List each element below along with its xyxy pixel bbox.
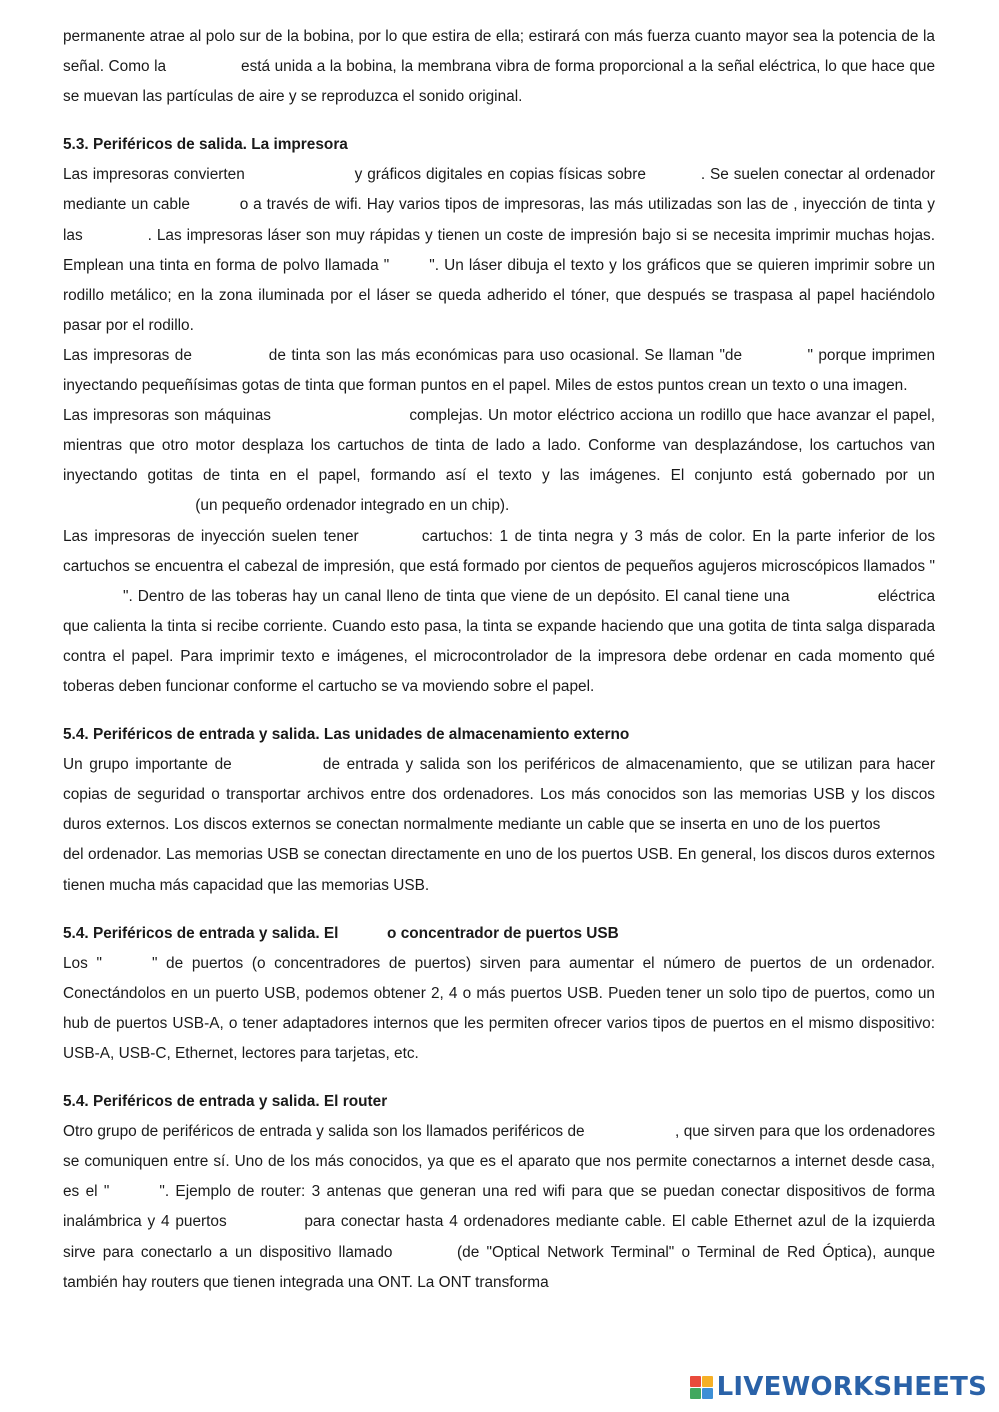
worksheet-page [63, 22, 935, 1298]
logo-square-v [690, 1388, 701, 1399]
blank [197, 359, 263, 360]
heading-impresora: 5.3. Periféricos de salida. La impresora [63, 136, 348, 154]
heading-almacenamiento: 5.4. Periféricos de entrada y salida. Las unidades de almacenamiento externo [63, 726, 630, 744]
liveworksheets-wordmark: LIVEWORKSHEETS [716, 1372, 987, 1402]
heading-router: 5.4. Periféricos de entrada y salida. El router [63, 1093, 388, 1111]
blank [651, 178, 701, 179]
paragraph-impresora-2: Las impresoras de de tinta son las más económicas para uso ocasional. Se llaman "de " porque imprimen inyectando pequeñísimas gotas de tinta que forman puntos en el papel. Miles de estos puntos crean un texto o una imagen. [63, 346, 936, 395]
logo-square-i [702, 1376, 713, 1387]
heading-hub: 5.4. Periféricos de entrada y salida. El o concentrador de puertos USB [63, 924, 619, 942]
blank [233, 1225, 299, 1226]
blank [400, 1256, 450, 1257]
paragraph-router: Otro grupo de periféricos de entrada y salida son los llamados periféricos de , que sirven para que los ordenadores se comuniquen entre sí. Uno de los más conocidos, ya que es el aparato que nos permite conectarnos a internet desde casa, es el " ". Ejemplo de router: 3 antenas que generan una red wifi para que se puedan conectar dispositivos de forma inalámbrica y 4 puertos para conectar hasta 4 ordenadores mediante cable. El cable Ethernet azul de la izquierda sirve para conectarlo a un dispositivo llamado (de "Optical Network Terminal" o Terminal de Red Óptica), aunque también hay routers que tienen integrada una ONT. La ONT transforma [63, 1123, 936, 1291]
blank [747, 359, 807, 360]
paragraph-impresora-1: Las impresoras convierten y gráficos digitales en copias físicas sobre . Se suelen conectar al ordenador mediante un cable o a través de wifi. Hay varios tipos de impresoras, las más utilizadas son las de , inyección de tinta y las . Las impresoras láser son muy rápidas y tienen un coste de impresión bajo si se necesita imprimir muchas hojas. Emplean una tinta en forma de polvo llamada " ". Un láser dibuja el texto y los gráficos que se quieren imprimir sobre un rodillo metálico; en la zona iluminada por el láser se queda adherido el tóner, que después se traspasa al papel haciéndolo pasar por el rodillo. [63, 166, 936, 334]
logo-square-e [702, 1388, 713, 1399]
paragraph-impresora-4: Las impresoras de inyección suelen tener cartuchos: 1 de tinta negra y 3 más de color. En la parte inferior de los cartuchos se encuentra el cabezal de impresión, que está formado por cientos de pequeños agujeros microscópicos llamados "". Dentro de las toberas hay un canal lleno de tinta que viene de un depósito. El canal tiene una eléctrica que calienta la tinta si recibe corriente. Cuando esto pasa, la tinta se expande haciendo que una gotita de tinta salga disparada contra el papel. Para imprimir texto e imágenes, el microcontrolador de la impresora debe ordenar en cada momento qué toberas deben funcionar conforme el cartucho se va moviendo sobre el papel. [63, 527, 936, 695]
blank [238, 768, 316, 769]
paragraph-intro: permanente atrae al polo sur de la bobina, por lo que estira de ella; estirará con más fuerza cuanto mayor sea la potencia de la señal. Como la está unida a la bobina, la membrana vibra de forma proporcional a la señal eléctrica, lo que hace que se muevan las partículas de aire y se reproduzca el sonido original. [63, 28, 936, 106]
logo-square-l [690, 1376, 701, 1387]
blank [63, 509, 191, 510]
blank [63, 600, 123, 601]
liveworksheets-logo [690, 1374, 987, 1400]
blank [109, 1195, 159, 1196]
blank [343, 937, 383, 938]
blank [885, 828, 935, 829]
liveworksheets-logo-icon [690, 1376, 713, 1399]
blank [171, 70, 237, 71]
blank [88, 239, 148, 240]
blank [589, 1135, 675, 1136]
blank [250, 178, 350, 179]
blank [195, 208, 235, 209]
blank [365, 540, 415, 541]
blank [276, 419, 404, 420]
paragraph-almacenamiento: Un grupo importante de de entrada y salida son los periféricos de almacenamiento, que se utilizan para hacer copias de seguridad o transportar archivos entre dos ordenadores. Los más conocidos son las memorias USB y los discos duros externos. Los discos externos se conectan normalmente mediante un cable que se inserta en uno de los puertos del ordenador. Las memorias USB se conectan directamente en uno de los puertos USB. En general, los discos duros externos tienen mucha más capacidad que las memorias USB. [63, 756, 935, 894]
paragraph-impresora-3: Las impresoras son máquinas complejas. Un motor eléctrico acciona un rodillo que hace avanzar el papel, mientras que otro motor desplaza los cartuchos de tinta de lado a lado. Conforme van desplazándose, los cartuchos van inyectando gotitas de tinta en el papel, formando así el texto y las imágenes. El conjunto está gobernado por un (un pequeño ordenador integrado en un chip). [63, 407, 935, 515]
blank [389, 269, 429, 270]
blank [795, 600, 873, 601]
blank [102, 967, 152, 968]
paragraph-hub: Los " " de puertos (o concentradores de puertos) sirven para aumentar el número de puertos de un ordenador. Conectándolos en un puerto USB, podemos obtener 2, 4 o más puertos USB. Pueden tener un solo tipo de puertos, como un hub de puertos USB-A, o tener adaptadores internos que les permiten ofrecer varios tipos de puertos en el mismo dispositivo: USB-A, USB-C, Ethernet, lectores para tarjetas, etc. [63, 954, 935, 1062]
